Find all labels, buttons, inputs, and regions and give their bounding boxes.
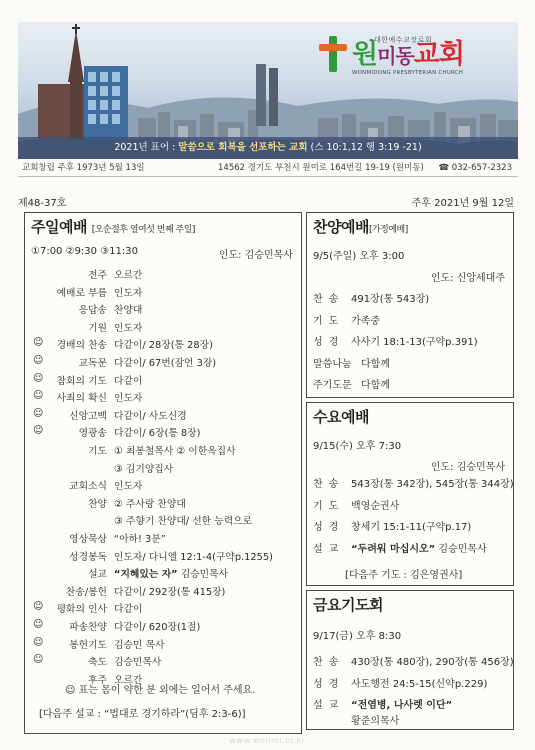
friday-prayer-box [306,590,514,730]
motto-bar: 2021년 표어 : 말씀으로 회복을 선포하는 교회 (스 10:1,12 행 3:19 -21) [18,137,518,159]
order-row [25,619,303,635]
order-label: 교회소식 [69,481,107,493]
order-label: 사죄의 확신 [56,393,107,405]
order-row [25,461,303,477]
church-logo [316,34,506,78]
sunday-times: ①7:00 ②9:30 ③11:30 [31,246,138,257]
next-prayer: [다음주 기도 : 김은영권사] [345,570,463,581]
order-row [25,443,303,459]
church-info-line [18,160,518,177]
order-value: 오르간 [114,270,143,281]
order-value: 다함께 [361,380,390,391]
order-row [25,601,303,617]
church-phone: ☎ 032-657-2323 [438,163,512,173]
order-value: 다같이/ 620장(1절) [114,622,201,633]
order-value: 인도자/ 다니엘 12:1-4(구약p.1255) [114,551,273,563]
order-row [25,654,303,670]
wednesday-leader: 인도: 김승민목사 [430,462,505,473]
standing-mark-icon: ☺ [33,601,44,613]
order-value: 다같이 [114,604,143,616]
order-row [313,518,471,533]
sunday-title: 주일예배 [오순절후 열여섯 번째 주일] [31,218,195,236]
order-row [25,337,303,353]
praise-title: 찬양예배[가정예배] [313,218,408,236]
order-row [25,267,303,283]
order-label: 기도 [88,446,107,457]
order-row [25,302,303,318]
order-row [313,675,487,690]
order-label: 설교 [313,700,345,711]
order-value: 인도자 [114,322,143,334]
praise-worship-box [306,212,514,398]
standing-mark-icon: ☺ [33,619,44,630]
footer-url: www.wonmi.or.kr [229,736,306,745]
order-row [313,290,429,305]
order-row [25,549,303,565]
order-label: 예배로 부름 [56,287,107,299]
order-value: 사도행전 24:5-15(신약p.229) [351,678,488,690]
order-value: 찬양대 [114,305,143,317]
order-label: 기도 [313,315,345,327]
order-label: 말씀나눔 [313,358,352,370]
order-row [25,355,303,371]
order-row [313,312,380,327]
order-label: 후주 [88,674,107,686]
order-row [25,566,303,582]
order-value: ② 주사랑 찬양대 [114,498,186,510]
order-label: 전주 [88,270,107,281]
order-label: 평화의 인사 [56,604,107,616]
header-banner [18,22,518,159]
order-label: 파송찬양 [69,622,107,633]
order-value: 인도자 [114,393,143,405]
order-row [313,333,478,348]
issue-number: 제48-37호 [18,198,67,209]
order-row [25,496,303,512]
standing-mark-icon: ☺ [33,390,44,402]
order-value: ③ 김기양집사 [114,463,174,475]
order-row [25,425,303,441]
friday-title: 금요기도회 [313,596,383,614]
order-label: 기원 [88,322,107,334]
logo-name: 원미동교회 [352,39,464,70]
order-value: ① 최봉철목사 ② 이한옥집사 [114,446,236,457]
order-value: 오르간 [114,674,143,686]
standing-mark-icon: ☺ [33,654,44,666]
issue-line [18,197,518,211]
order-value: “아하! 3분” [114,534,166,545]
issue-date: 주후 2021년 9월 12일 [411,198,514,209]
order-value: 인도자 [114,481,143,493]
order-value: “지혜있는 자” 김승민목사 [114,569,229,581]
order-value: 김승민목사 [114,657,162,669]
order-row [25,531,303,547]
founded-date: 교회창립 주후 1973년 5월 13일 [22,163,145,173]
standing-mark-icon: ☺ [33,355,44,366]
order-label: 찬송 [313,657,345,668]
order-label: 성경 [313,337,345,348]
order-row [313,475,514,490]
order-row [313,696,452,727]
standing-mark-icon: ☺ [33,425,44,437]
order-value: 다함께 [361,358,390,370]
order-label: 찬송/봉헌 [65,586,107,598]
order-label: 축도 [88,657,107,669]
order-value: 다같이/ 292장(통 415장) [114,586,226,598]
order-row [25,584,303,600]
sunday-worship-box [24,212,302,734]
order-row [25,408,303,424]
order-label: 설교 [313,543,345,555]
order-label: 기도 [313,500,345,512]
order-row [25,320,303,336]
order-row [25,513,303,529]
order-value: 491장(통 543장) [351,294,430,305]
order-row [313,497,399,512]
order-label: 성경 [313,522,345,533]
order-row [313,540,487,555]
order-row [25,637,303,653]
order-label: 성경봉독 [69,551,107,563]
order-row [313,653,514,668]
order-label: 찬송 [313,479,345,490]
standing-note: ☺ 표는 몸이 약한 분 외에는 일어서 주세요. [65,685,256,696]
standing-mark-icon: ☺ [33,407,44,419]
order-value: 가족중 [351,315,380,327]
order-label: 성경 [313,678,345,690]
wednesday-worship-box [306,402,514,586]
order-value: ③ 주향기 찬양대/ 선한 능력으로 [114,516,253,528]
order-label: 찬양 [88,498,107,510]
order-row [25,373,303,389]
church-address: 14562 경기도 부천시 원미로 164번길 19-19 (원미동) [218,163,424,173]
order-value: 다같이/ 28장(통 28장) [114,340,213,352]
order-label: 설교 [88,569,107,581]
order-value: 다같이/ 6장(통 8장) [114,428,201,440]
logo-denomination: 대한예수교장로회 [374,36,433,44]
order-label: 교독문 [78,358,107,369]
order-label: 경배의 찬송 [56,340,107,352]
order-label: 영상묵상 [69,534,107,545]
order-label: 영광송 [78,428,107,440]
order-value: 창세기 15:1-11(구약p.17) [351,522,472,533]
order-value: 다같이/ 67번(잠언 3장) [114,358,217,369]
motto-text: 말씀으로 회복을 선포하는 교회 [178,142,308,153]
order-value-extra: 김승민목사 [435,543,487,555]
standing-mark-icon: ☺ [33,636,44,648]
sunday-leader: 인도: 김승민목사 [218,250,293,261]
order-value: “두려워 마십시오” [351,543,436,555]
standing-mark-icon: ☺ [33,372,44,384]
order-value: 사사기 18:1-13(구약p.391) [351,337,478,348]
order-label: 봉헌기도 [69,639,107,651]
order-label: 참회의 기도 [56,375,107,387]
order-label: 찬송 [313,294,345,305]
order-value: 김승민 목사 [114,639,165,651]
friday-datetime: 9/17(금) 오후 8:30 [313,631,402,642]
order-row [25,478,303,494]
order-label: 응답송 [78,305,107,317]
order-value: 다같이/ 사도신경 [114,410,187,422]
order-value: 430장(통 480장), 290장(통 456장) [351,657,514,668]
order-value: 다같이 [114,375,143,387]
order-row [25,390,303,406]
next-sermon: [다음주 설교 : “법대로 경기하라”(딤후 2:3-6)] [39,709,246,720]
praise-leader: 인도: 신앙세대주 [430,273,505,284]
order-value: 543장(통 342장), 545장(통 344장) [351,479,514,490]
wednesday-datetime: 9/15(수) 오후 7:30 [313,441,402,452]
wednesday-title: 수요예배 [313,408,369,426]
order-value-extra: 황준의목사 [351,716,400,727]
order-label: 주기도문 [313,380,352,391]
order-label: 신앙고백 [69,410,107,422]
order-row [313,376,390,391]
order-value: “전염병, 나사렛 이단” [351,700,453,711]
order-row [25,285,303,301]
praise-datetime: 9/5(주일) 오후 3:00 [313,251,405,262]
standing-mark-icon: ☺ [33,337,44,349]
order-row [313,355,390,370]
order-value: 백영순권사 [351,500,400,512]
logo-english: WONMIDONG PRESBYTERIAN CHURCH [352,70,464,76]
cross-icon [316,34,350,74]
order-value: 인도자 [114,287,143,299]
